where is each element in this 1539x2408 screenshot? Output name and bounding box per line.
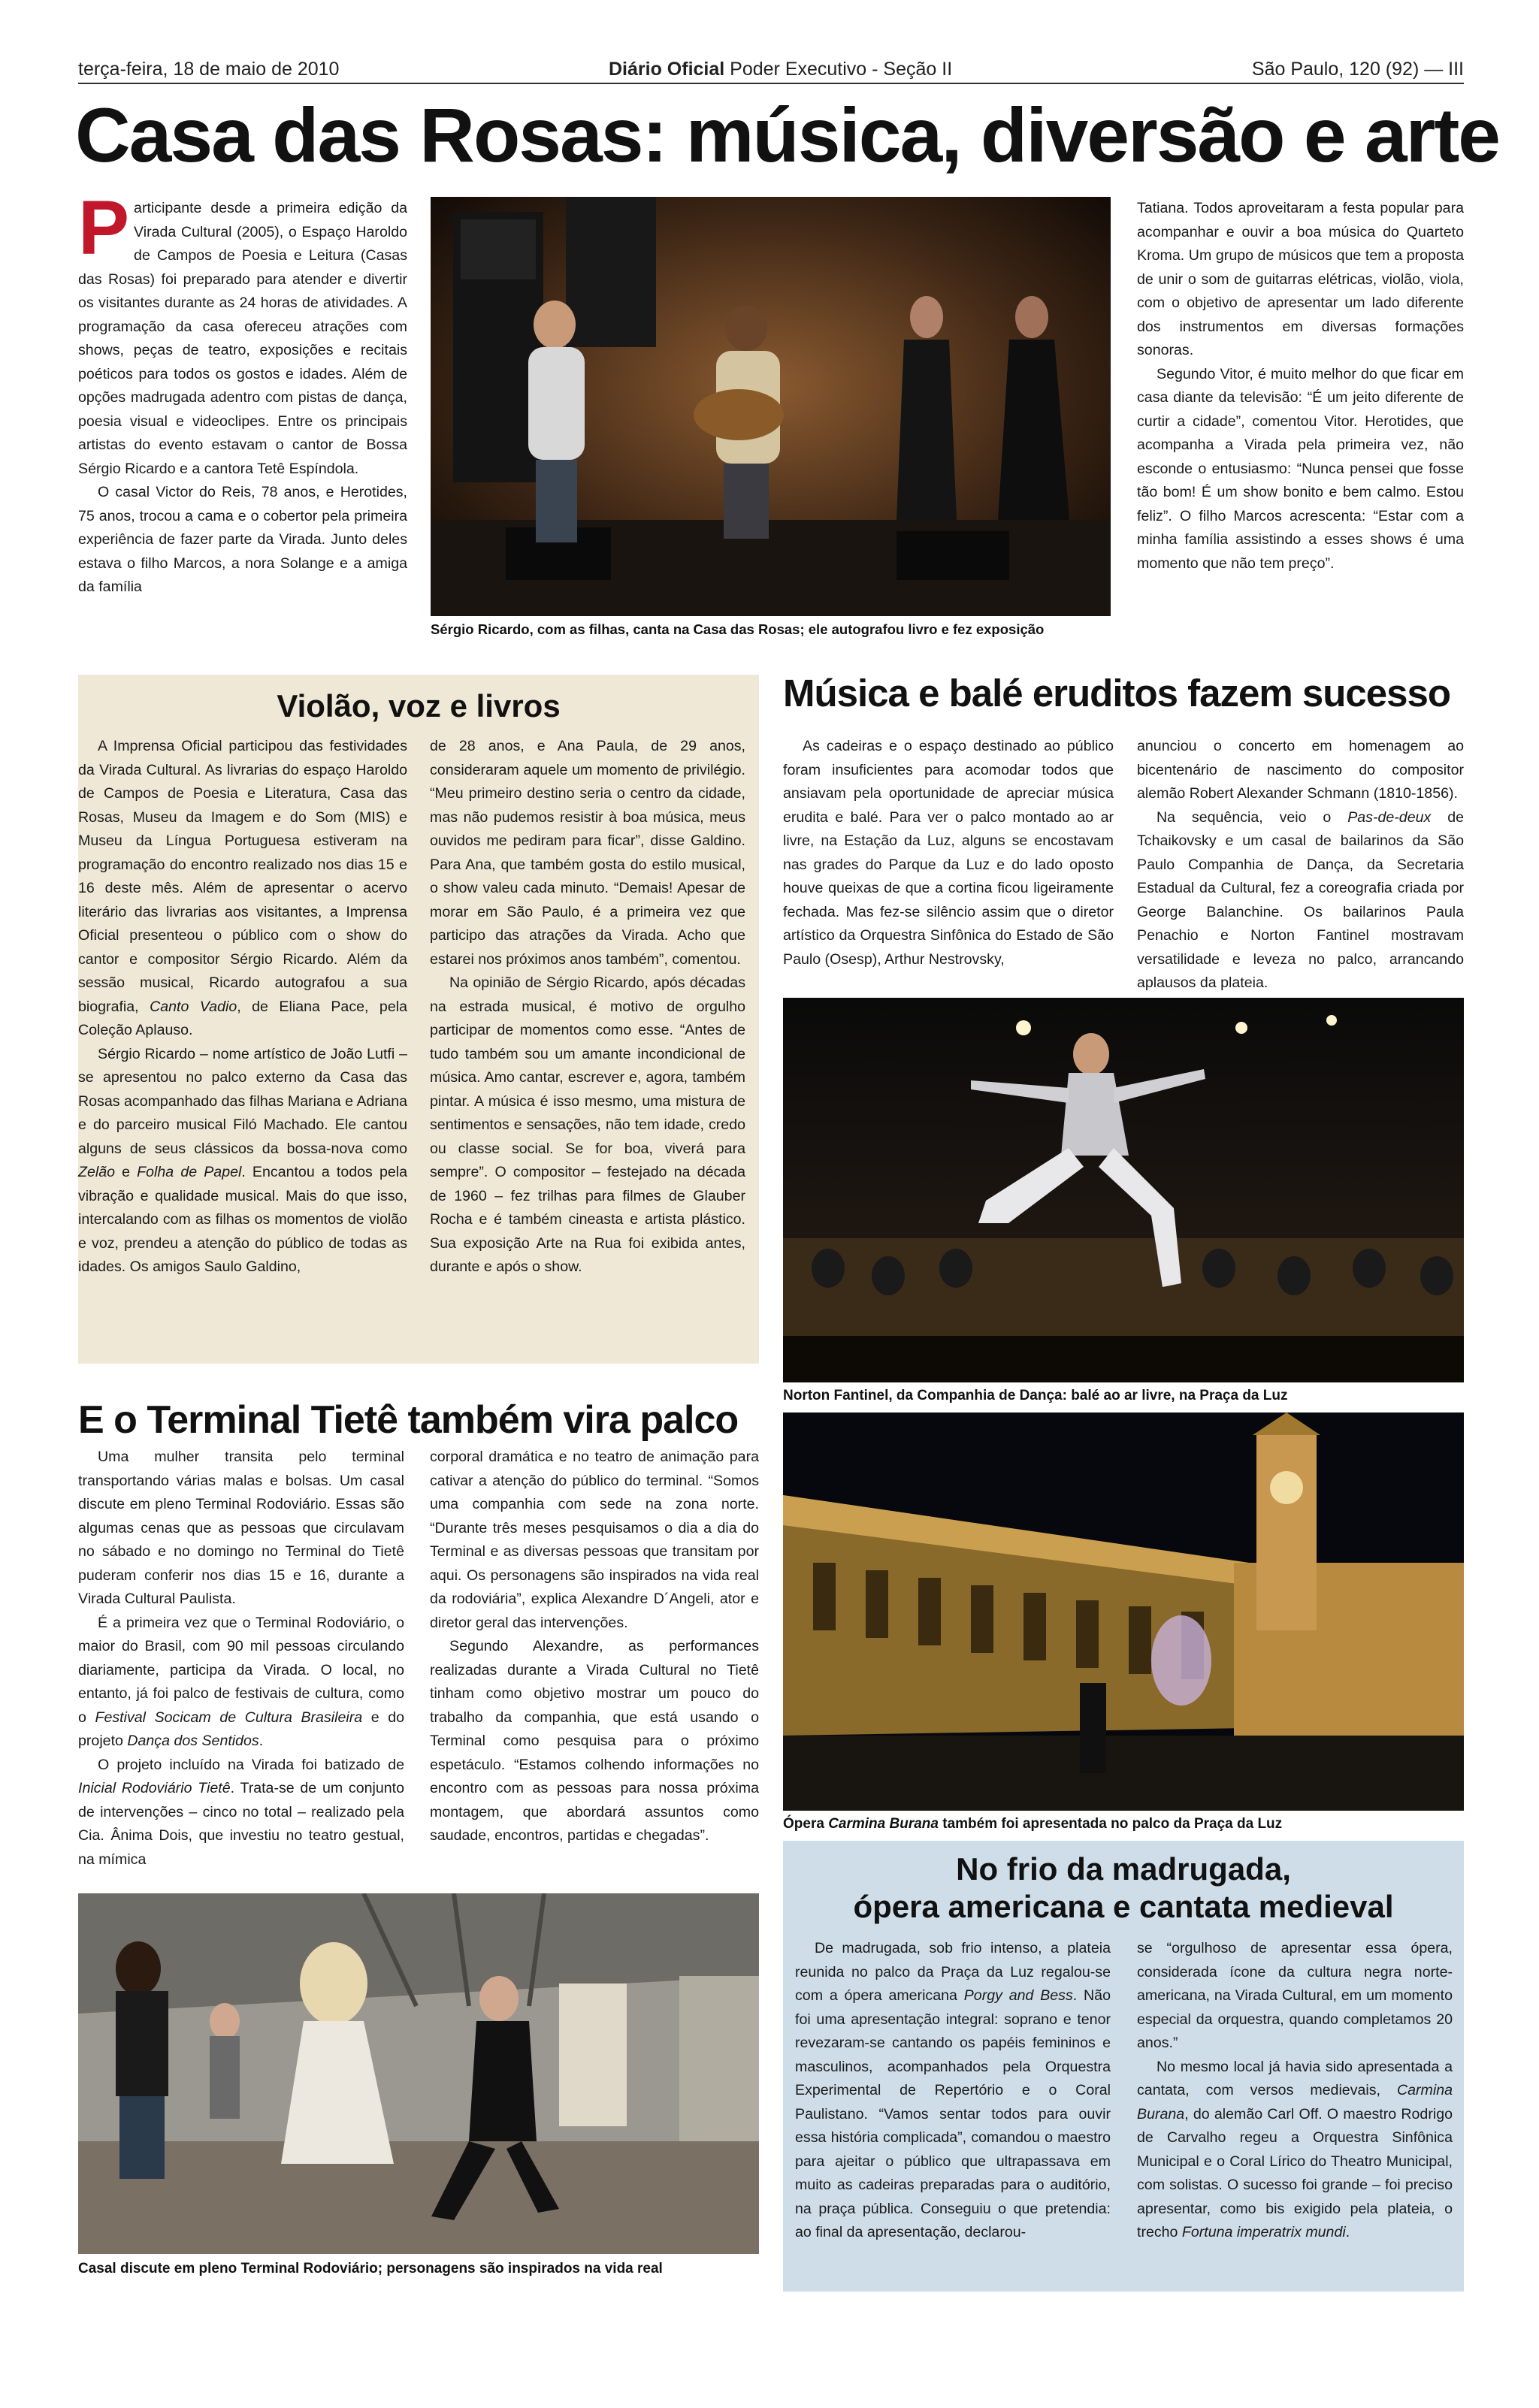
photo-terminal-performers [78,1893,759,2254]
frio-paragraph: De madrugada, sob frio intenso, a plateia reunida no palco da Praça da Luz regalou-se com a ópera americana Porgy and Bess. Não foi uma apresentação integral: soprano e tenor revezaram-se cantando os papéis femininos e masculinos, acompanhados pela Orquestra Experimental de Repertório e o Coral Paulistano. “Vamos sentar todos para ouvir essa história complicada”, comandou o maestro para ajeitar o público que ultrapassava em muito as cadeiras preparadas para o auditório, na praça pública. Conseguiu o que pretendia: ao final da apresentação, declarou- [795,1940,1111,2240]
terminal-col-1 [78,1446,404,1872]
header-rule [78,83,1464,84]
ballet-illustration [783,998,1464,1382]
frio-col-2 [1137,1937,1453,2245]
paper-name: Diário Oficial [609,59,725,80]
terminal-illustration [78,1893,759,2254]
main-col-1 [78,185,407,600]
violao-paragraph: Sérgio Ricardo – nome artístico de João Lutfi – se apresentou no palco externo da Casa das Rosas acompanhado das filhas Mariana e Adriana e do parceiro musical Filó Machado. Ele cantou alguns de seus clássicos da bossa-nova como Zelão e Folha de Papel. Encantou a todos pela vibração e qualidade musical. Mais do que isso, intercalando com as filhas os momentos de violão e voz, prendeu a atenção do público de todas as idades. Os amigos Saulo Galdino, [78,1045,407,1275]
main-paragraph: Participante desde a primeira edição da Virada Cultural (2005), o Espaço Haroldo de Campos de Poesia e Leitura (Casas das Rosas) foi preparado para atender e divertir os visitantes durante as 24 horas de atividades. A programação da casa ofereceu atrações com shows, peças de teatro, exposições e recitais poéticos para todos os gostos e idades. Além de opções madrugada adentro com pistas de dança, poesia visual e videoclipes. Entre os principais artistas do evento estavam o cantor de Bossa Sérgio Ricardo e a cantora Tetê Espíndola. [78,185,407,477]
violao-paragraph: de 28 anos, e Ana Paula, de 29 anos, consideraram aquele um momento de privilégio. “Meu primeiro destino seria o centro da cidade, mas não pudemos resistir à boa música, meus ouvidos me pediram para ficar”, disse Galdino. Para Ana, que também gosta do estilo musical, o show valeu cada minuto. “Demais! Apesar de morar em São Paulo, é a primeira vez que participo das atrações da Virada. Acho que estarei nos próximos anos também”, comentou. [430,738,745,968]
header-paper [609,59,952,80]
luz-station-illustration [783,1412,1464,1811]
musica-col-2 [1137,735,1464,996]
terminal-paragraph: Segundo Alexandre, as performances realizadas durante a Virada Cultural no Tietê tinham como objetivo mostrar um pouco do trabalho da companhia, que está usando o Terminal como pesquisa para o próximo espetáculo. “Estamos colhendo informações no encontro com as pessoas para nossa próxima montagem, que abordará assuntos como saudade, encontros, partidas e chegadas”. [430,1638,759,1844]
frio-title-2: ópera americana e cantata medieval [853,1889,1394,1924]
musica-col-1 [783,735,1114,971]
photo-luz-station-night [783,1412,1464,1811]
main-headline: Casa das Rosas: música, diversão e arte [75,92,1500,178]
terminal-paragraph: corporal dramática e no teatro de animação para cativar a atenção do público do terminal. “Somos uma companhia com sede na zona norte. “Durante três meses pesquisamos o dia a dia do Terminal e as diversas pessoas que transitam por aqui. Os personagens são inspirados na vida real da rodoviária”, explica Alexandre D´Angeli, ator e diretor geral das intervenções. [430,1449,759,1631]
stage-concert-illustration [431,197,1111,616]
main-col-2 [1137,197,1464,576]
musica-paragraph: As cadeiras e o espaço destinado ao público foram insuficientes para acomodar todos que ansiavam pela oportunidade de apreciar música erudita e balé. Para ver o palco montado ao ar livre, na Estação da Luz, alguns se encostavam nas grades do Parque da Luz e do lado oposto houve queixas de que a cortina ficou ligeiramente fechada. Mas fez-se silêncio assim que o diretor artístico da Orquestra Sinfônica do Estado de São Paulo (Osesp), Arthur Nestrovsky, [783,738,1114,968]
frio-paragraph: No mesmo local já havia sido apresentada a cantata, com versos medievais, Carmina Burana, do alemão Carl Off. O maestro Rodrigo de Carvalho regeu a Orquestra Sinfônica Municipal e o Coral Lírico do Theatro Municipal, com solistas. O sucesso foi grande – foi preciso apresentar, como bis exigido pela plateia, o trecho Fortuna imperatrix mundi. [1137,2058,1453,2240]
frio-paragraph: se “orgulhoso de apresentar essa ópera, considerada ícone da cultura negra norte-americana, na Virada Cultural, em um momento especial da orquestra, quando completamos 20 anos.” [1137,1940,1453,2051]
main-caption: Sérgio Ricardo, com as filhas, canta na Casa das Rosas; ele autografou livro e fez exposição [431,621,1045,637]
frio-col-1 [795,1937,1111,2245]
musica-paragraph: Na sequência, veio o Pas-de-deux de Tchaikovsky e um casal de bailarinos da São Paulo Companhia de Dança, da Secretaria Estadual da Cultural, fez a coreografia criada por George Balanchine. Os bailarinos Paula Penachio e Norton Fantinel mostravam versatilidade e leveza no palco, arrancando aplausos da plateia. [1137,808,1464,991]
luz-caption: Ópera Carmina Burana também foi apresentada no palco da Praça da Luz [783,1816,1283,1832]
violao-paragraph: Na opinião de Sérgio Ricardo, após décadas na estrada musical, é motivo de orgulho participar de momentos como esse. “Antes de tudo também sou um amante incondicional de música. Amo cantar, escrever e, agora, também pintar. A música é isso mesmo, uma mistura de sentimentos e sensações, não tem idade, credo ou classe social. Se for boa, viverá para sempre”. O compositor – festejado na década de 1960 – fez trilhas para filmes de Glauber Rocha e é também cineasta e artista plástico. Sua exposição Arte na Rua foi exibida antes, durante e após o show. [430,974,745,1275]
frio-title-1: No frio da madrugada, [956,1851,1291,1887]
musica-title: Música e balé eruditos fazem sucesso [783,672,1451,715]
terminal-paragraph: O projeto incluído na Virada foi batizado de Inicial Rodoviário Tietê. Trata-se de um conjunto de intervenções – cinco no total – realizado pela Cia. Ânima Dois, que investiu no teatro gestual, na mímica [78,1756,404,1868]
main-paragraph: O casal Victor do Reis, 78 anos, e Herotides, 75 anos, trocou a cama e o cobertor pela primeira experiência de fazer parte da Virada. Junto deles estava o filho Marcos, a nora Solange e a amiga da família [78,484,407,595]
musica-paragraph: anunciou o concerto em homenagem ao bicentenário de nascimento do compositor alemão Robert Alexander Schmann (1810-1856). [1137,738,1464,802]
violao-title: Violão, voz e livros [277,688,561,724]
paper-section: Poder Executivo - Seção II [724,59,953,80]
main-paragraph: Segundo Vitor, é muito melhor do que ficar em casa diante da televisão: “É um jeito diferente de curtir a cidade”, comentou Vitor. Herotides, que acompanha a Virada pela primeira vez, não esconde o entusiasmo: “Nunca pensei que fosse tão bom! É um show bonito e bem calmo. Estou feliz”. O filho Marcos acrescenta: “Estar com a minha família assistindo a esses shows é uma momento que não tem preço”. [1137,365,1464,572]
header-issue: São Paulo, 120 (92) — III [1251,59,1464,80]
violao-paragraph: A Imprensa Oficial participou das festividades da Virada Cultural. As livrarias do espaço Haroldo de Campos de Poesia e Literatura, Casa das Rosas, Museu da Imagem e do Som (MIS) e Museu da Língua Portuguesa estiveram na programação do encontro realizado nos dias 15 e 16 deste mês. Além de apresentar o acervo literário das livrarias aos visitantes, a Imprensa Oficial presenteou o público com o show do cantor e compositor Sérgio Ricardo. Além da sessão musical, Ricardo autografou a sua biografia, Canto Vadio, de Eliana Pace, pela Coleção Aplauso. [78,738,407,1038]
terminal-caption: Casal discute em pleno Terminal Rodoviário; personagens são inspirados na vida real [78,2261,663,2277]
header-date: terça-feira, 18 de maio de 2010 [78,59,340,80]
violao-col-2 [430,735,745,1280]
photo-ballet-dancer [783,998,1464,1382]
main-paragraph: Tatiana. Todos aproveitaram a festa popular para acompanhar e ouvir a boa música do Quarteto Kroma. Um grupo de músicos que tem a proposta de unir o som de guitarras elétricas, violão, viola, com o objetivo de apresentar um lado diferente dos instrumentos em diversas formações sonoras. [1137,200,1464,358]
photo-stage-concert [431,197,1111,616]
terminal-paragraph: É a primeira vez que o Terminal Rodoviário, o maior do Brasil, com 90 mil pessoas circulando diariamente, participa da Virada. O local, no entanto, já foi palco de festivais de cultura, como o Festival Socicam de Cultura Brasileira e do projeto Dança dos Sentidos. [78,1614,404,1749]
ballet-caption: Norton Fantinel, da Companhia de Dança: balé ao ar livre, na Praça da Luz [783,1388,1288,1403]
terminal-col-2 [430,1446,759,1848]
terminal-paragraph: Uma mulher transita pelo terminal transportando várias malas e bolsas. Um casal discute em pleno Terminal Rodoviário. Essas são algumas cenas que as pessoas que circulavam no sábado e no domingo no Terminal do Tietê puderam conferir nos dias 15 e 16, durante a Virada Cultural Paulista. [78,1449,404,1607]
violao-col-1 [78,735,407,1280]
dropcap: P [78,185,130,270]
terminal-title: E o Terminal Tietê também vira palco [78,1398,739,1442]
